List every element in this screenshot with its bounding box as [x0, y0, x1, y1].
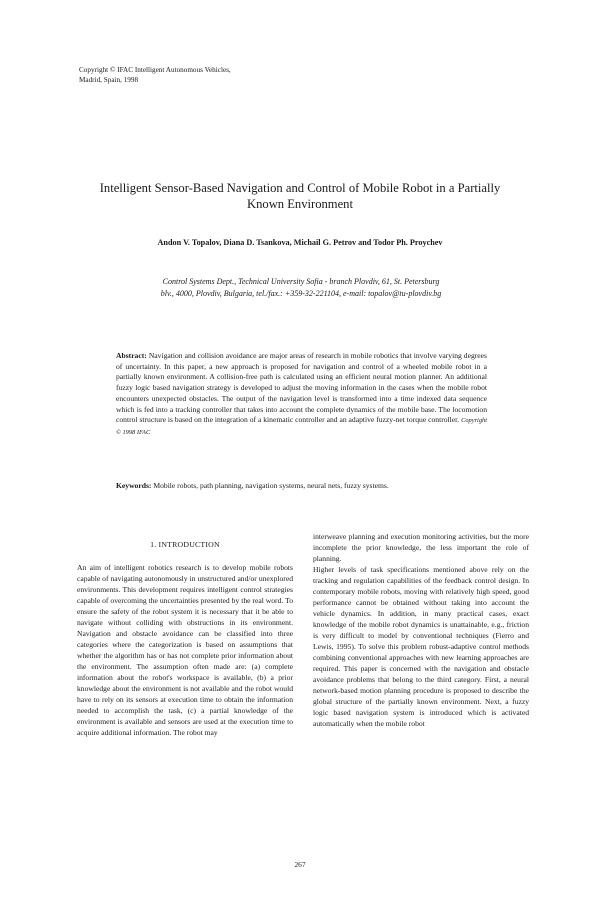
- affiliation: [116, 276, 486, 299]
- intro-paragraph-2: interweave planning and execution monitoring activities, but the more incomplete the prior knowledge, the less important the role of planning.: [313, 532, 529, 563]
- abstract-text: Navigation and collision avoidance are major areas of research in mobile robotics that involve varying degrees of uncertainty. In this paper, a new approach is proposed for navigation and control of a wheeled mobile robot in a partially known environment. A collision-free path is calculated using an efficient neural motion planner. An additional fuzzy logic based navigation strategy is developed to adjust the moving information in the cases when the mobile robot encounters unexpected obstacles. The output of the navigation level is transformed into a time indexed data sequence which is fed into a tracking controller that takes into account the complete dynamics of the mobile base. The locomotion control structure is based on the integration of a kinematic controller and an adaptive fuzzy-net torque controller.: [116, 351, 487, 425]
- page-number: 267: [294, 860, 306, 869]
- abstract-copyright: Copyright © 1998 IFAC: [116, 417, 487, 436]
- intro-paragraph-1: An aim of intelligent robotics research is to develop mobile robots capable of navigating autonomously in unstructured and/or unexplored environments. This development requires intelligent control strategies capable of overcoming the uncertainties presented by the real word. To ensure the safety of the robot system it is necessary that it be able to navigate without colliding with obstructions in its environment. Navigation and obstacle avoidance can be classified into three categories where the categorization is based on assumptions that whether the algorithm has or has not complete prior information about the environment. The assumption often made are: (a) complete information about the robot's workspace is available, (b) a prior knowledge about the environment is not available and the robot would have to rely on its sensors at execution time to obtain the information needed to accomplish the task, (c) a partial knowledge of the environment is available and sensors are used at the execution time to acquire additional information. The robot may: [77, 563, 293, 737]
- left-column: [77, 562, 293, 738]
- copyright-line-2: Madrid, Spain, 1998: [79, 75, 139, 84]
- section-heading-introduction: 1. INTRODUCTION: [150, 540, 220, 549]
- affiliation-line-2: blv., 4000, Plovdiv, Bulgaria, tel./fax.: +359-32-221104, e-mail: topalov@tu-plovdiv.bg: [160, 288, 442, 298]
- right-column: [313, 531, 529, 729]
- title-line-2: Known Environment: [247, 196, 353, 211]
- copyright-line-1: Copyright © IFAC Intelligent Autonomous Vehicles,: [79, 66, 231, 74]
- copyright-notice: [79, 66, 231, 85]
- intro-paragraph-3: Higher levels of task specifications mentioned above rely on the tracking and regulation capabilities of the feedback control design. In contemporary mobile robots, moving with relatively high speed, good performance cannot be obtained without taking into account the vehicle dynamics. In addition, in many practical cases, exact knowledge of the mobile robot dynamics is unattainable, e.g., friction is very difficult to model by conventional techniques (Fierro and Lewis, 1995). To solve this problem robust-adaptive control methods combining conventional approaches with new learning approaches are required. This paper is concerned with the navigation and obstacle avoidance problems that belong to the third category. First, a neural network-based motion planning procedure is proposed to describe the global structure of the partially known environment. Next, a fuzzy logic based navigation system is introduced which is activated automatically when the mobile robot: [313, 565, 529, 728]
- paper-title: [40, 181, 560, 212]
- abstract-label: Abstract:: [116, 351, 147, 360]
- keywords-text: Mobile robots, path planning, navigation systems, neural nets, fuzzy systems.: [153, 481, 389, 490]
- abstract: [116, 351, 487, 439]
- author-list: Andon V. Topalov, Diana D. Tsankova, Michail G. Petrov and Todor Ph. Proychev: [157, 238, 443, 247]
- title-line-1: Intelligent Sensor-Based Navigation and Control of Mobile Robot in a Partially: [99, 181, 501, 195]
- keywords: [116, 481, 487, 492]
- affiliation-line-1: Control Systems Dept., Technical University Sofia - branch Plovdiv, 61, St. Petersburg: [162, 277, 440, 286]
- keywords-label: Keywords:: [116, 481, 152, 490]
